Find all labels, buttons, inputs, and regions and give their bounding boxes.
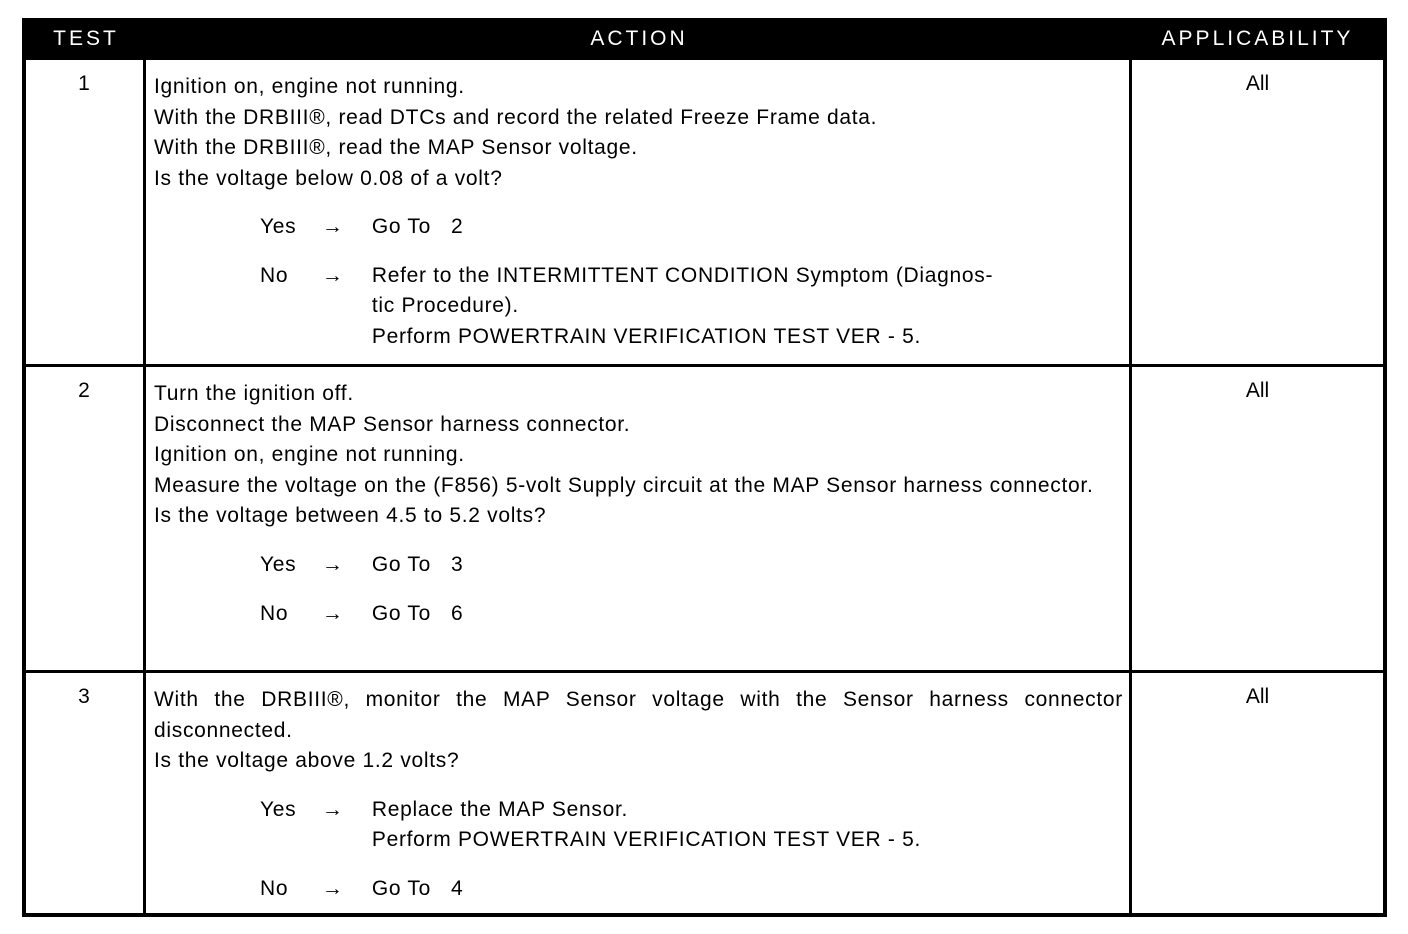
test-number: 2 [26,367,146,670]
outcome-text [372,550,1123,581]
goto-number: 3 [451,552,464,576]
outcome-no [260,599,1123,630]
outcome-text [372,874,1123,905]
right-arrow-icon: → [321,602,344,625]
action-cell [146,60,1132,364]
applicability-value: All [1245,379,1270,402]
action-line: Ignition on, engine not running. [154,75,465,98]
no-label: No [260,602,289,625]
no-label: No [260,876,289,900]
action-line: Is the voltage between 4.5 to 5.2 volts? [154,504,547,527]
goto-number: 2 [451,215,464,238]
outcome-line: tic Procedure). [371,294,519,317]
goto-text: Go To [371,876,432,900]
action-line: With the DRBIII®, read the MAP Sensor voltage. [154,136,638,159]
outcome-text [372,212,1123,243]
goto-text: Go To [371,215,432,238]
outcome-line: Replace the MAP Sensor. [371,797,629,821]
outcome-text [372,795,1123,856]
right-arrow-icon: → [321,552,344,576]
table-row [26,670,1383,917]
outcome-no [260,261,1123,353]
outcome-yes [260,550,1123,581]
table-row [26,364,1383,670]
outcome-yes [260,212,1123,243]
action-cell [146,673,1132,917]
yes-label: Yes [260,215,297,238]
outcome-text [372,261,1123,353]
right-arrow-icon: → [321,876,344,900]
outcome-line: Refer to the INTERMITTENT CONDITION Symptom (Diagnos- [371,263,994,287]
outcome-line: Perform POWERTRAIN VERIFICATION TEST VER - 5. [371,324,922,348]
action-line: Is the voltage above 1.2 volts? [154,749,460,772]
action-line: With the DRBIII®, read DTCs and record the related Freeze Frame data. [154,105,878,129]
applicability-value: All [1245,685,1270,708]
goto-text: Go To [371,602,432,625]
test-number: 1 [26,60,146,364]
right-arrow-icon: → [321,797,344,821]
outcome-line: Perform POWERTRAIN VERIFICATION TEST VER - 5. [371,828,922,851]
no-label: No [260,263,289,287]
action-line: Measure the voltage on the (F856) 5-volt Supply circuit at the MAP Sensor harness connector. [154,473,1094,497]
table-header [26,18,1383,60]
table-row [26,60,1383,364]
right-arrow-icon: → [321,263,344,287]
action-line: Is the voltage below 0.08 of a volt? [154,166,503,190]
right-arrow-icon: → [321,215,344,238]
goto-text: Go To [371,552,432,576]
header-action: ACTION [590,27,688,50]
action-line: Ignition on, engine not running. [154,443,465,466]
diagnostic-test-table [22,18,1387,917]
outcome-text [372,599,1123,630]
header-test: TEST [53,27,119,50]
action-cell [146,367,1132,670]
action-line: Turn the ignition off. [154,382,354,405]
test-number: 3 [26,673,146,917]
header-applicability: APPLICABILITY [1161,27,1354,50]
applicability-value: All [1245,72,1270,95]
goto-number: 4 [451,876,464,900]
yes-label: Yes [260,552,297,576]
action-line: Disconnect the MAP Sensor harness connector. [154,412,631,436]
outcome-yes [260,795,1123,856]
goto-number: 6 [451,602,464,625]
yes-label: Yes [260,797,297,821]
outcome-no [260,874,1123,905]
action-line: With the DRBIII®, monitor the MAP Sensor voltage with the Sensor harness connector disconnected. [154,688,1123,742]
